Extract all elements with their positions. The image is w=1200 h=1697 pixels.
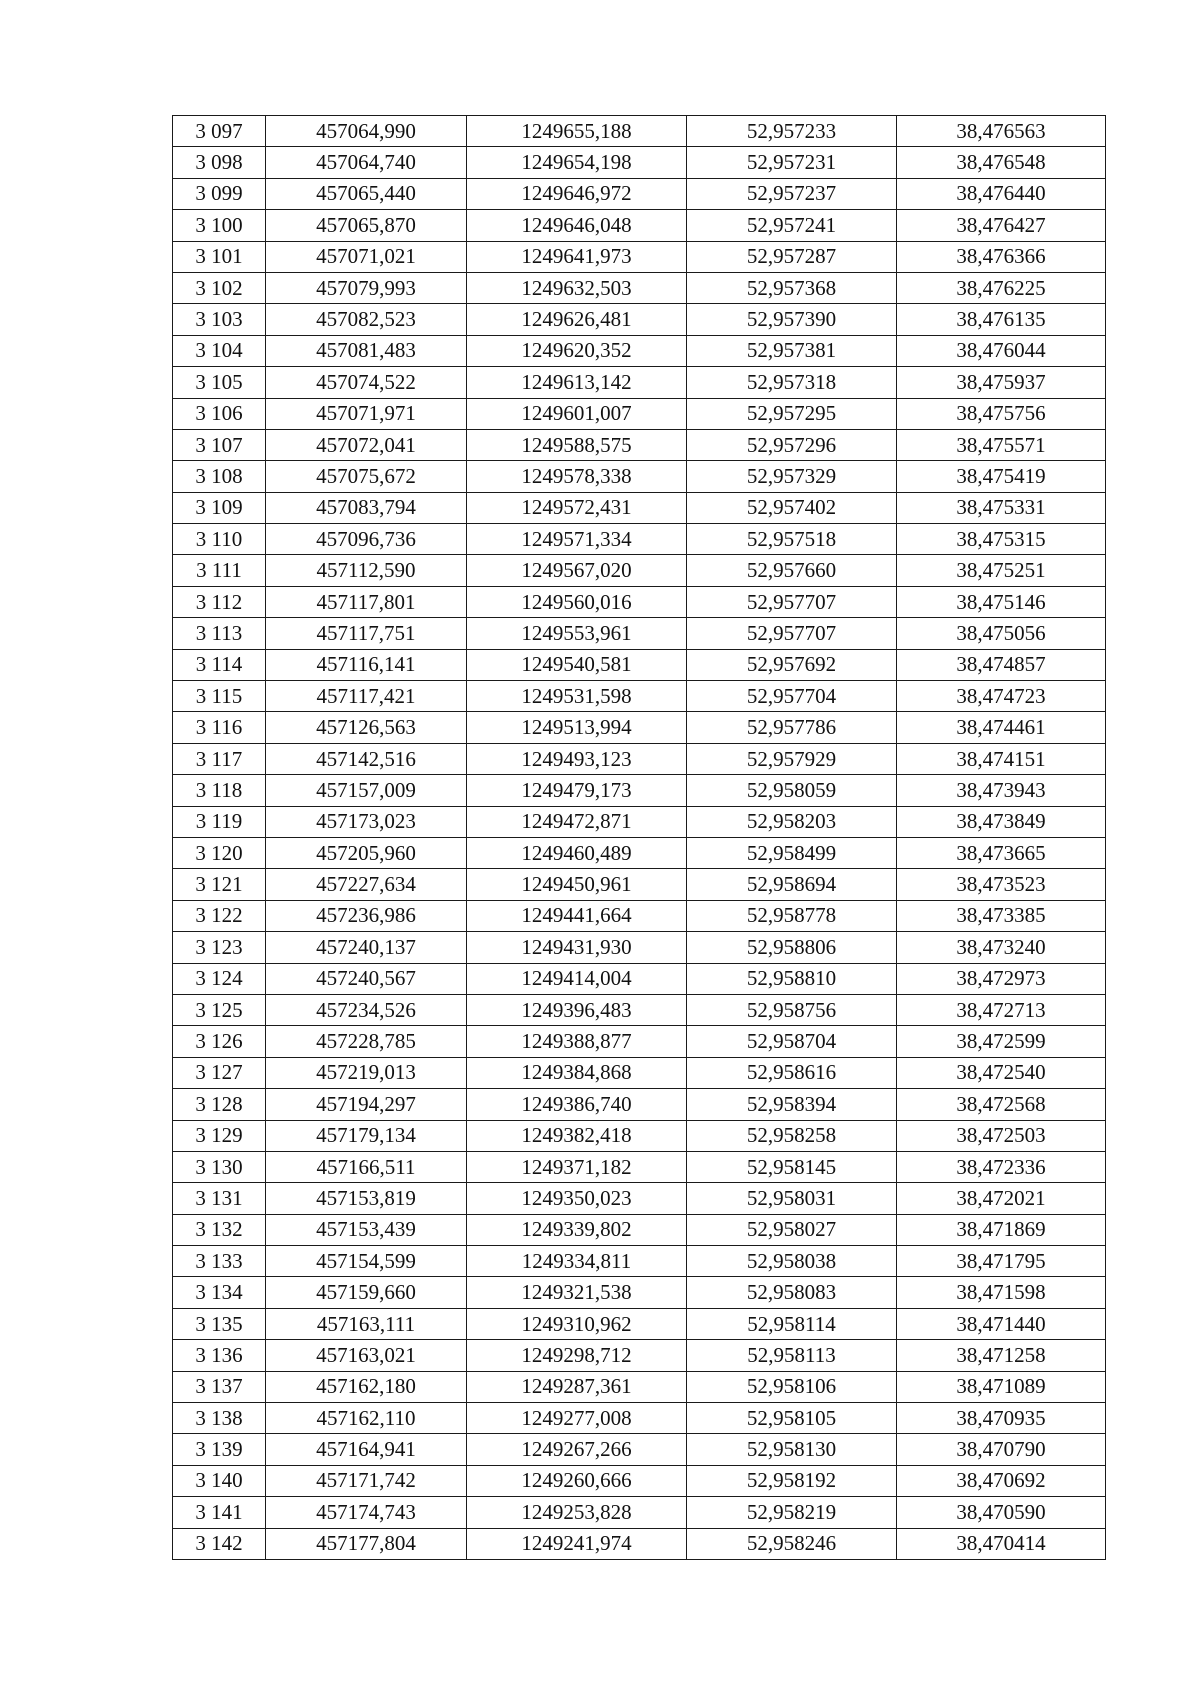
x-coordinate-cell: 457079,993 xyxy=(266,272,467,303)
latitude-cell: 52,957660 xyxy=(687,555,897,586)
longitude-cell: 38,472599 xyxy=(897,1026,1106,1057)
table-row xyxy=(173,367,1106,398)
table-row xyxy=(173,1120,1106,1151)
y-coordinate-cell: 1249553,961 xyxy=(467,618,687,649)
point-number-cell: 3 100 xyxy=(173,210,266,241)
longitude-cell: 38,470935 xyxy=(897,1403,1106,1434)
point-number-cell: 3 139 xyxy=(173,1434,266,1465)
x-coordinate-cell: 457174,743 xyxy=(266,1497,467,1528)
y-coordinate-cell: 1249277,008 xyxy=(467,1403,687,1434)
longitude-cell: 38,473943 xyxy=(897,775,1106,806)
point-number-cell: 3 115 xyxy=(173,681,266,712)
table-row xyxy=(173,932,1106,963)
table-row xyxy=(173,524,1106,555)
point-number-cell: 3 129 xyxy=(173,1120,266,1151)
table-row xyxy=(173,1497,1106,1528)
longitude-cell: 38,470414 xyxy=(897,1528,1106,1559)
table-row xyxy=(173,304,1106,335)
latitude-cell: 52,957287 xyxy=(687,241,897,272)
table-row xyxy=(173,1214,1106,1245)
point-number-cell: 3 123 xyxy=(173,932,266,963)
point-number-cell: 3 136 xyxy=(173,1340,266,1371)
point-number-cell: 3 107 xyxy=(173,429,266,460)
x-coordinate-cell: 457177,804 xyxy=(266,1528,467,1559)
x-coordinate-cell: 457228,785 xyxy=(266,1026,467,1057)
point-number-cell: 3 131 xyxy=(173,1183,266,1214)
latitude-cell: 52,957390 xyxy=(687,304,897,335)
x-coordinate-cell: 457163,111 xyxy=(266,1308,467,1339)
x-coordinate-cell: 457075,672 xyxy=(266,461,467,492)
point-number-cell: 3 114 xyxy=(173,649,266,680)
longitude-cell: 38,470692 xyxy=(897,1465,1106,1496)
y-coordinate-cell: 1249260,666 xyxy=(467,1465,687,1496)
latitude-cell: 52,958778 xyxy=(687,900,897,931)
y-coordinate-cell: 1249339,802 xyxy=(467,1214,687,1245)
table-row xyxy=(173,869,1106,900)
y-coordinate-cell: 1249298,712 xyxy=(467,1340,687,1371)
x-coordinate-cell: 457162,180 xyxy=(266,1371,467,1402)
longitude-cell: 38,476366 xyxy=(897,241,1106,272)
point-number-cell: 3 101 xyxy=(173,241,266,272)
longitude-cell: 38,474461 xyxy=(897,712,1106,743)
latitude-cell: 52,958756 xyxy=(687,994,897,1025)
table-row xyxy=(173,806,1106,837)
table-row xyxy=(173,1403,1106,1434)
point-number-cell: 3 130 xyxy=(173,1151,266,1182)
x-coordinate-cell: 457083,794 xyxy=(266,492,467,523)
longitude-cell: 38,471795 xyxy=(897,1246,1106,1277)
point-number-cell: 3 120 xyxy=(173,837,266,868)
longitude-cell: 38,471869 xyxy=(897,1214,1106,1245)
point-number-cell: 3 126 xyxy=(173,1026,266,1057)
latitude-cell: 52,957692 xyxy=(687,649,897,680)
longitude-cell: 38,476135 xyxy=(897,304,1106,335)
longitude-cell: 38,471258 xyxy=(897,1340,1106,1371)
y-coordinate-cell: 1249388,877 xyxy=(467,1026,687,1057)
longitude-cell: 38,476427 xyxy=(897,210,1106,241)
coordinates-table-body xyxy=(173,116,1106,1560)
table-row xyxy=(173,775,1106,806)
x-coordinate-cell: 457227,634 xyxy=(266,869,467,900)
table-row xyxy=(173,1277,1106,1308)
longitude-cell: 38,472021 xyxy=(897,1183,1106,1214)
y-coordinate-cell: 1249450,961 xyxy=(467,869,687,900)
x-coordinate-cell: 457162,110 xyxy=(266,1403,467,1434)
y-coordinate-cell: 1249641,973 xyxy=(467,241,687,272)
latitude-cell: 52,958114 xyxy=(687,1308,897,1339)
y-coordinate-cell: 1249646,048 xyxy=(467,210,687,241)
point-number-cell: 3 111 xyxy=(173,555,266,586)
x-coordinate-cell: 457166,511 xyxy=(266,1151,467,1182)
point-number-cell: 3 108 xyxy=(173,461,266,492)
longitude-cell: 38,475937 xyxy=(897,367,1106,398)
x-coordinate-cell: 457205,960 xyxy=(266,837,467,868)
longitude-cell: 38,470590 xyxy=(897,1497,1106,1528)
y-coordinate-cell: 1249479,173 xyxy=(467,775,687,806)
latitude-cell: 52,958219 xyxy=(687,1497,897,1528)
latitude-cell: 52,958105 xyxy=(687,1403,897,1434)
x-coordinate-cell: 457163,021 xyxy=(266,1340,467,1371)
x-coordinate-cell: 457171,742 xyxy=(266,1465,467,1496)
longitude-cell: 38,473665 xyxy=(897,837,1106,868)
point-number-cell: 3 102 xyxy=(173,272,266,303)
latitude-cell: 52,958246 xyxy=(687,1528,897,1559)
x-coordinate-cell: 457081,483 xyxy=(266,335,467,366)
y-coordinate-cell: 1249350,023 xyxy=(467,1183,687,1214)
latitude-cell: 52,958031 xyxy=(687,1183,897,1214)
x-coordinate-cell: 457071,021 xyxy=(266,241,467,272)
longitude-cell: 38,476225 xyxy=(897,272,1106,303)
x-coordinate-cell: 457126,563 xyxy=(266,712,467,743)
latitude-cell: 52,958038 xyxy=(687,1246,897,1277)
y-coordinate-cell: 1249310,962 xyxy=(467,1308,687,1339)
y-coordinate-cell: 1249655,188 xyxy=(467,116,687,147)
y-coordinate-cell: 1249441,664 xyxy=(467,900,687,931)
latitude-cell: 52,958130 xyxy=(687,1434,897,1465)
point-number-cell: 3 134 xyxy=(173,1277,266,1308)
point-number-cell: 3 098 xyxy=(173,147,266,178)
longitude-cell: 38,475331 xyxy=(897,492,1106,523)
table-row xyxy=(173,1151,1106,1182)
y-coordinate-cell: 1249588,575 xyxy=(467,429,687,460)
x-coordinate-cell: 457064,990 xyxy=(266,116,467,147)
point-number-cell: 3 099 xyxy=(173,178,266,209)
longitude-cell: 38,475251 xyxy=(897,555,1106,586)
point-number-cell: 3 127 xyxy=(173,1057,266,1088)
longitude-cell: 38,475315 xyxy=(897,524,1106,555)
point-number-cell: 3 109 xyxy=(173,492,266,523)
table-row xyxy=(173,618,1106,649)
point-number-cell: 3 122 xyxy=(173,900,266,931)
table-row xyxy=(173,1465,1106,1496)
latitude-cell: 52,958394 xyxy=(687,1089,897,1120)
longitude-cell: 38,473849 xyxy=(897,806,1106,837)
latitude-cell: 52,958106 xyxy=(687,1371,897,1402)
y-coordinate-cell: 1249384,868 xyxy=(467,1057,687,1088)
latitude-cell: 52,957329 xyxy=(687,461,897,492)
x-coordinate-cell: 457236,986 xyxy=(266,900,467,931)
x-coordinate-cell: 457064,740 xyxy=(266,147,467,178)
table-row xyxy=(173,681,1106,712)
longitude-cell: 38,472713 xyxy=(897,994,1106,1025)
longitude-cell: 38,475056 xyxy=(897,618,1106,649)
table-row xyxy=(173,178,1106,209)
y-coordinate-cell: 1249540,581 xyxy=(467,649,687,680)
latitude-cell: 52,958499 xyxy=(687,837,897,868)
point-number-cell: 3 119 xyxy=(173,806,266,837)
x-coordinate-cell: 457154,599 xyxy=(266,1246,467,1277)
y-coordinate-cell: 1249572,431 xyxy=(467,492,687,523)
longitude-cell: 38,474723 xyxy=(897,681,1106,712)
y-coordinate-cell: 1249396,483 xyxy=(467,994,687,1025)
longitude-cell: 38,472540 xyxy=(897,1057,1106,1088)
longitude-cell: 38,471089 xyxy=(897,1371,1106,1402)
x-coordinate-cell: 457219,013 xyxy=(266,1057,467,1088)
x-coordinate-cell: 457072,041 xyxy=(266,429,467,460)
y-coordinate-cell: 1249321,538 xyxy=(467,1277,687,1308)
point-number-cell: 3 125 xyxy=(173,994,266,1025)
latitude-cell: 52,958083 xyxy=(687,1277,897,1308)
table-row xyxy=(173,1057,1106,1088)
latitude-cell: 52,957237 xyxy=(687,178,897,209)
x-coordinate-cell: 457096,736 xyxy=(266,524,467,555)
point-number-cell: 3 138 xyxy=(173,1403,266,1434)
point-number-cell: 3 112 xyxy=(173,586,266,617)
longitude-cell: 38,475571 xyxy=(897,429,1106,460)
latitude-cell: 52,957318 xyxy=(687,367,897,398)
point-number-cell: 3 133 xyxy=(173,1246,266,1277)
x-coordinate-cell: 457117,421 xyxy=(266,681,467,712)
x-coordinate-cell: 457065,870 xyxy=(266,210,467,241)
table-row xyxy=(173,1340,1106,1371)
x-coordinate-cell: 457071,971 xyxy=(266,398,467,429)
y-coordinate-cell: 1249531,598 xyxy=(467,681,687,712)
longitude-cell: 38,476440 xyxy=(897,178,1106,209)
y-coordinate-cell: 1249382,418 xyxy=(467,1120,687,1151)
table-row xyxy=(173,900,1106,931)
longitude-cell: 38,471598 xyxy=(897,1277,1106,1308)
y-coordinate-cell: 1249571,334 xyxy=(467,524,687,555)
latitude-cell: 52,958694 xyxy=(687,869,897,900)
point-number-cell: 3 142 xyxy=(173,1528,266,1559)
y-coordinate-cell: 1249646,972 xyxy=(467,178,687,209)
latitude-cell: 52,958810 xyxy=(687,963,897,994)
y-coordinate-cell: 1249578,338 xyxy=(467,461,687,492)
x-coordinate-cell: 457117,751 xyxy=(266,618,467,649)
point-number-cell: 3 104 xyxy=(173,335,266,366)
table-row xyxy=(173,335,1106,366)
x-coordinate-cell: 457157,009 xyxy=(266,775,467,806)
latitude-cell: 52,957786 xyxy=(687,712,897,743)
y-coordinate-cell: 1249334,811 xyxy=(467,1246,687,1277)
point-number-cell: 3 128 xyxy=(173,1089,266,1120)
table-row xyxy=(173,1183,1106,1214)
x-coordinate-cell: 457164,941 xyxy=(266,1434,467,1465)
point-number-cell: 3 137 xyxy=(173,1371,266,1402)
table-row xyxy=(173,429,1106,460)
table-row xyxy=(173,649,1106,680)
y-coordinate-cell: 1249414,004 xyxy=(467,963,687,994)
x-coordinate-cell: 457159,660 xyxy=(266,1277,467,1308)
longitude-cell: 38,473385 xyxy=(897,900,1106,931)
table-row xyxy=(173,210,1106,241)
y-coordinate-cell: 1249241,974 xyxy=(467,1528,687,1559)
latitude-cell: 52,958203 xyxy=(687,806,897,837)
y-coordinate-cell: 1249493,123 xyxy=(467,743,687,774)
y-coordinate-cell: 1249626,481 xyxy=(467,304,687,335)
latitude-cell: 52,958806 xyxy=(687,932,897,963)
longitude-cell: 38,472503 xyxy=(897,1120,1106,1151)
x-coordinate-cell: 457234,526 xyxy=(266,994,467,1025)
x-coordinate-cell: 457194,297 xyxy=(266,1089,467,1120)
latitude-cell: 52,957929 xyxy=(687,743,897,774)
longitude-cell: 38,474151 xyxy=(897,743,1106,774)
point-number-cell: 3 135 xyxy=(173,1308,266,1339)
y-coordinate-cell: 1249472,871 xyxy=(467,806,687,837)
latitude-cell: 52,958059 xyxy=(687,775,897,806)
table-row xyxy=(173,994,1106,1025)
table-row xyxy=(173,147,1106,178)
y-coordinate-cell: 1249287,361 xyxy=(467,1371,687,1402)
point-number-cell: 3 140 xyxy=(173,1465,266,1496)
y-coordinate-cell: 1249371,182 xyxy=(467,1151,687,1182)
y-coordinate-cell: 1249431,930 xyxy=(467,932,687,963)
x-coordinate-cell: 457117,801 xyxy=(266,586,467,617)
table-row xyxy=(173,1246,1106,1277)
x-coordinate-cell: 457240,567 xyxy=(266,963,467,994)
longitude-cell: 38,476044 xyxy=(897,335,1106,366)
x-coordinate-cell: 457074,522 xyxy=(266,367,467,398)
longitude-cell: 38,475146 xyxy=(897,586,1106,617)
table-row xyxy=(173,1089,1106,1120)
point-number-cell: 3 117 xyxy=(173,743,266,774)
table-row xyxy=(173,116,1106,147)
longitude-cell: 38,474857 xyxy=(897,649,1106,680)
latitude-cell: 52,957241 xyxy=(687,210,897,241)
latitude-cell: 52,958113 xyxy=(687,1340,897,1371)
latitude-cell: 52,958145 xyxy=(687,1151,897,1182)
longitude-cell: 38,472568 xyxy=(897,1089,1106,1120)
point-number-cell: 3 113 xyxy=(173,618,266,649)
y-coordinate-cell: 1249253,828 xyxy=(467,1497,687,1528)
y-coordinate-cell: 1249267,266 xyxy=(467,1434,687,1465)
latitude-cell: 52,957518 xyxy=(687,524,897,555)
latitude-cell: 52,957707 xyxy=(687,618,897,649)
latitude-cell: 52,958616 xyxy=(687,1057,897,1088)
point-number-cell: 3 097 xyxy=(173,116,266,147)
table-row xyxy=(173,1308,1106,1339)
point-number-cell: 3 116 xyxy=(173,712,266,743)
table-row xyxy=(173,837,1106,868)
longitude-cell: 38,471440 xyxy=(897,1308,1106,1339)
table-row xyxy=(173,586,1106,617)
table-row xyxy=(173,743,1106,774)
latitude-cell: 52,957296 xyxy=(687,429,897,460)
x-coordinate-cell: 457153,819 xyxy=(266,1183,467,1214)
latitude-cell: 52,957381 xyxy=(687,335,897,366)
latitude-cell: 52,957295 xyxy=(687,398,897,429)
x-coordinate-cell: 457173,023 xyxy=(266,806,467,837)
table-row xyxy=(173,461,1106,492)
y-coordinate-cell: 1249613,142 xyxy=(467,367,687,398)
x-coordinate-cell: 457240,137 xyxy=(266,932,467,963)
point-number-cell: 3 105 xyxy=(173,367,266,398)
point-number-cell: 3 103 xyxy=(173,304,266,335)
coordinates-table xyxy=(172,115,1106,1560)
x-coordinate-cell: 457179,134 xyxy=(266,1120,467,1151)
longitude-cell: 38,472973 xyxy=(897,963,1106,994)
y-coordinate-cell: 1249620,352 xyxy=(467,335,687,366)
longitude-cell: 38,472336 xyxy=(897,1151,1106,1182)
latitude-cell: 52,957233 xyxy=(687,116,897,147)
x-coordinate-cell: 457153,439 xyxy=(266,1214,467,1245)
longitude-cell: 38,476548 xyxy=(897,147,1106,178)
latitude-cell: 52,957707 xyxy=(687,586,897,617)
latitude-cell: 52,958192 xyxy=(687,1465,897,1496)
y-coordinate-cell: 1249386,740 xyxy=(467,1089,687,1120)
x-coordinate-cell: 457142,516 xyxy=(266,743,467,774)
y-coordinate-cell: 1249654,198 xyxy=(467,147,687,178)
y-coordinate-cell: 1249567,020 xyxy=(467,555,687,586)
longitude-cell: 38,476563 xyxy=(897,116,1106,147)
latitude-cell: 52,957704 xyxy=(687,681,897,712)
longitude-cell: 38,473523 xyxy=(897,869,1106,900)
x-coordinate-cell: 457112,590 xyxy=(266,555,467,586)
x-coordinate-cell: 457116,141 xyxy=(266,649,467,680)
table-row xyxy=(173,492,1106,523)
y-coordinate-cell: 1249460,489 xyxy=(467,837,687,868)
longitude-cell: 38,475756 xyxy=(897,398,1106,429)
y-coordinate-cell: 1249632,503 xyxy=(467,272,687,303)
point-number-cell: 3 132 xyxy=(173,1214,266,1245)
latitude-cell: 52,958027 xyxy=(687,1214,897,1245)
y-coordinate-cell: 1249601,007 xyxy=(467,398,687,429)
point-number-cell: 3 118 xyxy=(173,775,266,806)
table-row xyxy=(173,1434,1106,1465)
point-number-cell: 3 106 xyxy=(173,398,266,429)
point-number-cell: 3 110 xyxy=(173,524,266,555)
table-row xyxy=(173,555,1106,586)
longitude-cell: 38,470790 xyxy=(897,1434,1106,1465)
table-row xyxy=(173,1528,1106,1559)
y-coordinate-cell: 1249560,016 xyxy=(467,586,687,617)
x-coordinate-cell: 457082,523 xyxy=(266,304,467,335)
latitude-cell: 52,957402 xyxy=(687,492,897,523)
table-row xyxy=(173,1371,1106,1402)
latitude-cell: 52,957368 xyxy=(687,272,897,303)
latitude-cell: 52,958704 xyxy=(687,1026,897,1057)
latitude-cell: 52,957231 xyxy=(687,147,897,178)
point-number-cell: 3 124 xyxy=(173,963,266,994)
table-row xyxy=(173,712,1106,743)
longitude-cell: 38,473240 xyxy=(897,932,1106,963)
point-number-cell: 3 141 xyxy=(173,1497,266,1528)
table-row xyxy=(173,1026,1106,1057)
longitude-cell: 38,475419 xyxy=(897,461,1106,492)
latitude-cell: 52,958258 xyxy=(687,1120,897,1151)
table-row xyxy=(173,272,1106,303)
point-number-cell: 3 121 xyxy=(173,869,266,900)
table-row xyxy=(173,241,1106,272)
x-coordinate-cell: 457065,440 xyxy=(266,178,467,209)
table-row xyxy=(173,398,1106,429)
table-row xyxy=(173,963,1106,994)
y-coordinate-cell: 1249513,994 xyxy=(467,712,687,743)
